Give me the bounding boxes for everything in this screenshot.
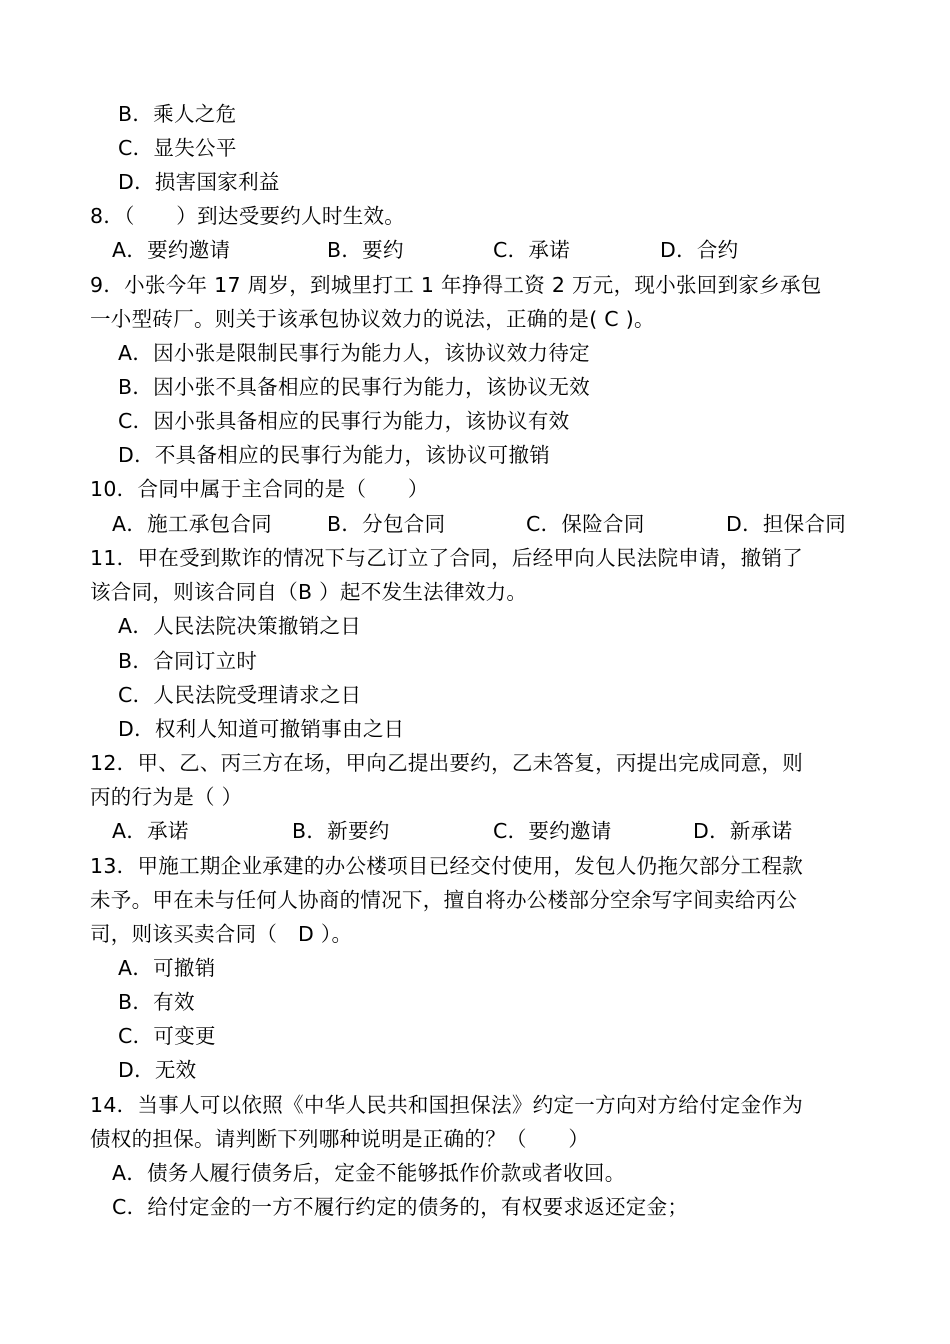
- q11-option-b: B．合同订立时: [118, 649, 258, 673]
- q13-stem-line3: 司，则该买卖合同（ D ）。: [90, 922, 353, 946]
- q7-option-b: B．乘人之危: [118, 102, 237, 126]
- q11-stem-line1: 11．甲在受到欺诈的情况下与乙订立了合同，后经甲向人民法院申请，撤销了: [90, 546, 804, 570]
- q9-option-c: C．因小张具备相应的民事行为能力，该协议有效: [118, 409, 570, 433]
- q8-option-a: A．要约邀请: [112, 238, 231, 262]
- q11-option-c: C．人民法院受理请求之日: [118, 683, 362, 707]
- q10-stem: 10．合同中属于主合同的是（ ）: [90, 477, 429, 501]
- q8-option-c: C．承诺: [493, 238, 571, 262]
- q12-option-b: B．新要约: [292, 819, 390, 843]
- q11-stem-line2: 该合同，则该合同自（B ）起不发生法律效力。: [90, 580, 528, 604]
- q13-option-c: C．可变更: [118, 1024, 216, 1048]
- q13-stem-line2: 未予。甲在未与任何人协商的情况下，擅自将办公楼部分空余写字间卖给丙公: [90, 888, 798, 912]
- q12-stem-line2: 丙的行为是（ ）: [90, 785, 243, 809]
- q8-stem: 8．（ ）到达受要约人时生效。: [90, 204, 406, 228]
- q8-option-b: B．要约: [327, 238, 404, 262]
- q9-stem-line1: 9．小张今年 17 周岁，到城里打工 1 年挣得工资 2 万元，现小张回到家乡承包: [90, 273, 822, 297]
- q10-option-d: D．担保合同: [726, 512, 847, 536]
- q14-stem-line1: 14．当事人可以依照《中华人民共和国担保法》约定一方向对方给付定金作为: [90, 1093, 804, 1117]
- q11-option-a: A．人民法院决策撤销之日: [118, 614, 362, 638]
- q8-option-d: D．合约: [660, 238, 739, 262]
- q11-option-d: D．权利人知道可撤销事由之日: [118, 717, 405, 741]
- q14-option-c: C．给付定金的一方不履行约定的债务的，有权要求返还定金；: [112, 1195, 689, 1219]
- q13-option-d: D．无效: [118, 1058, 197, 1082]
- q10-option-b: B．分包合同: [327, 512, 446, 536]
- q12-option-d: D．新承诺: [693, 819, 793, 843]
- q12-stem-line1: 12．甲、乙、丙三方在场，甲向乙提出要约，乙未答复，丙提出完成同意，则: [90, 751, 804, 775]
- q12-option-a: A．承诺: [112, 819, 189, 843]
- q14-stem-line2: 债权的担保。请判断下列哪种说明是正确的？（ ）: [90, 1127, 590, 1151]
- q9-stem-line2: 一小型砖厂。则关于该承包协议效力的说法，正确的是( C )。: [90, 307, 655, 331]
- q9-option-b: B．因小张不具备相应的民事行为能力，该协议无效: [118, 375, 590, 399]
- q9-option-d: D．不具备相应的民事行为能力，该协议可撤销: [118, 443, 551, 467]
- q10-option-a: A．施工承包合同: [112, 512, 272, 536]
- q9-option-a: A．因小张是限制民事行为能力人，该协议效力待定: [118, 341, 590, 365]
- q13-option-b: B．有效: [118, 990, 195, 1014]
- q14-option-a: A．债务人履行债务后，定金不能够抵作价款或者收回。: [112, 1161, 626, 1185]
- q12-option-c: C．要约邀请: [493, 819, 612, 843]
- q10-option-c: C．保险合同: [526, 512, 645, 536]
- q7-option-d: D．损害国家利益: [118, 170, 280, 194]
- q13-option-a: A．可撤销: [118, 956, 216, 980]
- q13-stem-line1: 13．甲施工期企业承建的办公楼项目已经交付使用，发包人仍拖欠部分工程款: [90, 854, 804, 878]
- q7-option-c: C．显失公平: [118, 136, 237, 160]
